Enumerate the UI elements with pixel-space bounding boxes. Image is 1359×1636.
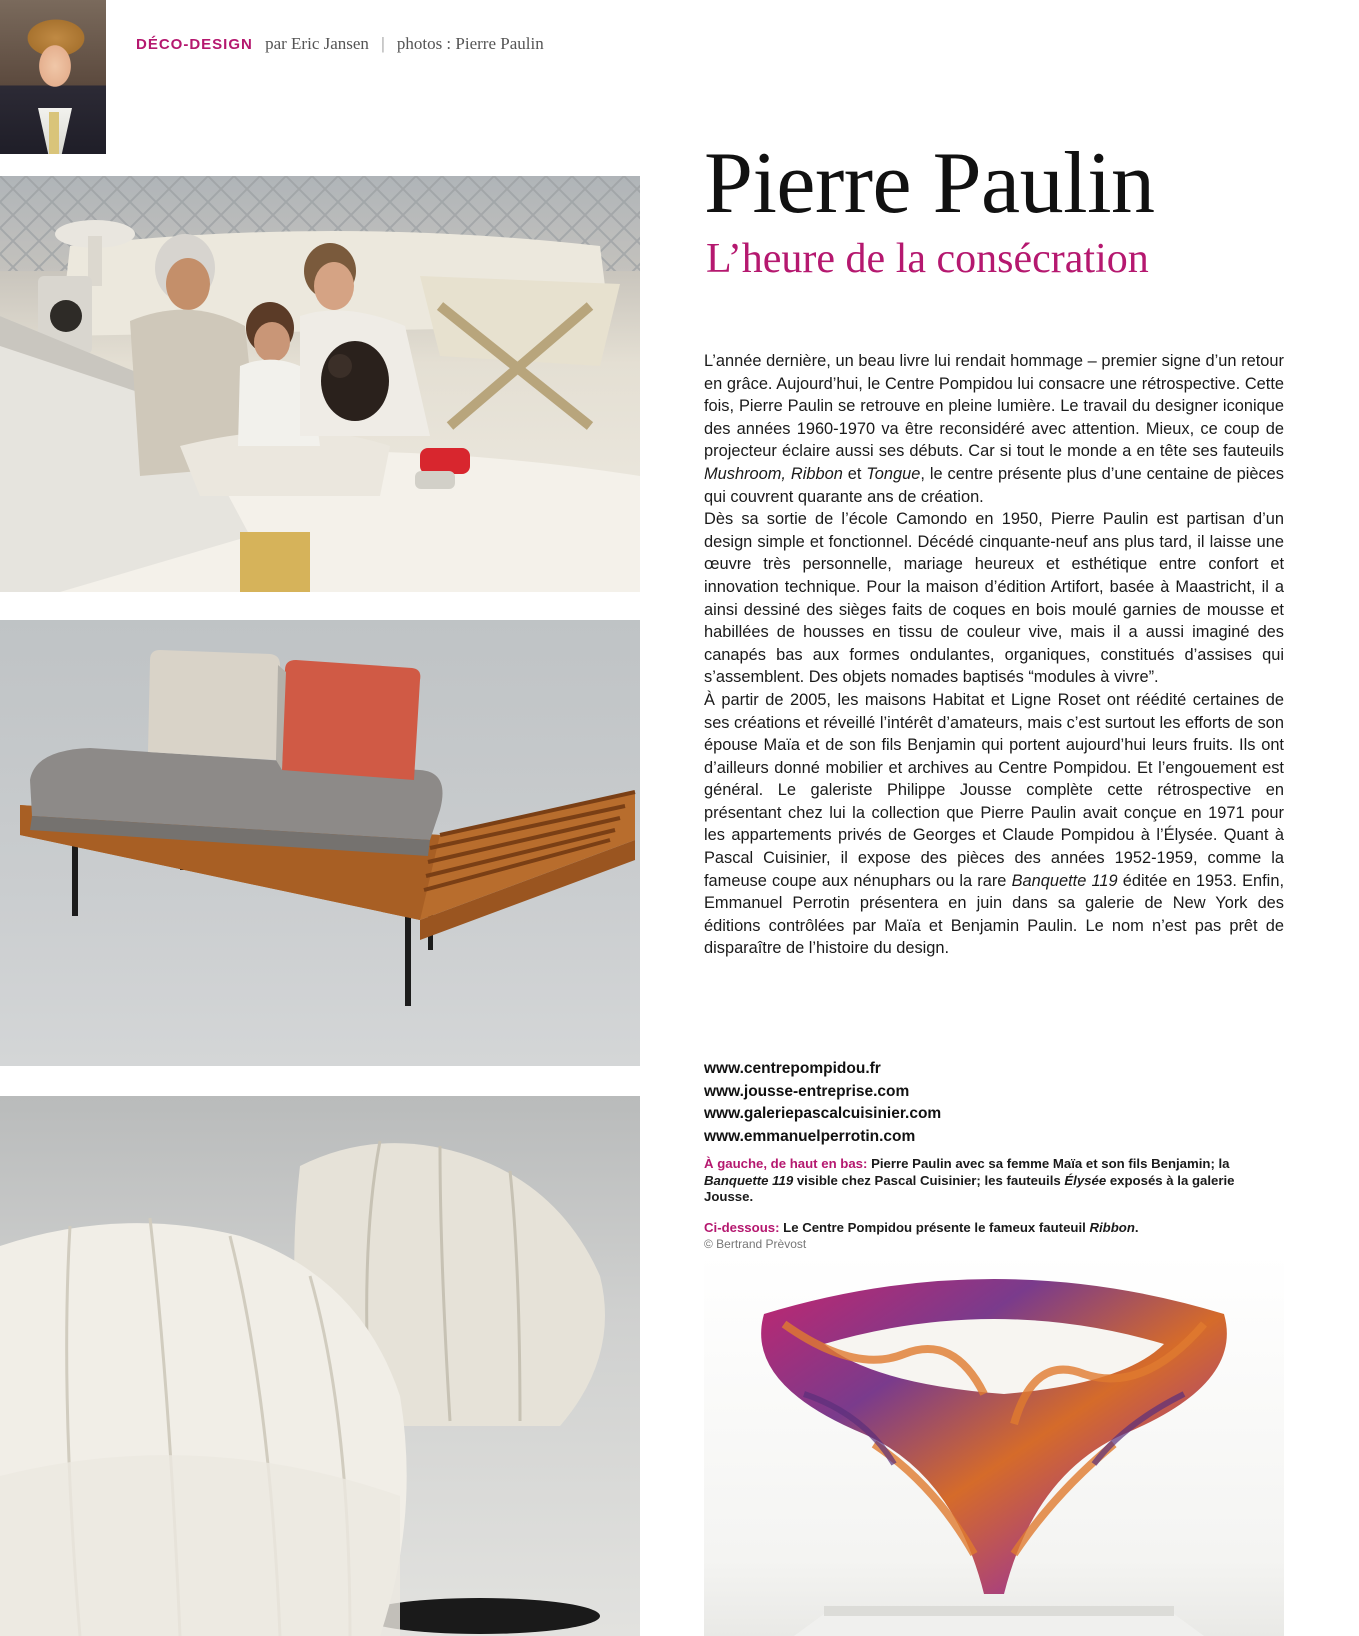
caption-left-lead: À gauche, de haut en bas: [704,1156,868,1171]
photo-elysee-illustration [0,1096,640,1636]
paragraph-3 [704,689,1284,960]
article-title: Pierre Paulin [704,135,1155,232]
caption-below-italic: Ribbon [1089,1219,1135,1235]
article-body [704,350,1284,960]
caption-below [704,1220,1284,1253]
paragraph-1-text-b: et [842,464,867,483]
paragraph-1-italic-a: Mushroom, Ribbon [704,464,843,483]
caption-left-italic-b: Élysée [1064,1172,1107,1188]
byline-separator: | [381,34,385,53]
photos-credit: photos : Pierre Paulin [396,34,544,53]
caption-left-italic-a: Banquette 119 [704,1172,794,1188]
paragraph-1 [704,350,1284,508]
photo-paulin-family [0,176,640,592]
rubric-label: DÉCO-DESIGN [136,36,253,53]
paragraph-3-text-b: éditée en 1953. Enfin, Emmanuel Perrotin présentera en juin dans sa galerie de New York des éditions contrôlées par Maïa et Benjamin Paulin. Le nom n’est pas prêt de disparaître de l’histoire du design. [704,871,1284,958]
photo-ribbon-illustration [704,1254,1284,1636]
photo-captions [704,1156,1284,1253]
paragraph-3-text-a: À partir de 2005, les maisons Habitat et Ligne Roset ont réédité certaines de ses créations et réveillé l’intérêt d’amateurs, mais c’est surtout les efforts de son épouse Maïa et de son fils Benjamin qui portent aujourd’hui leurs fruits. Ils ont d’ailleurs donné mobilier et archives au Centre Pompidou. Et l’engouement est général. Le galeriste Philippe Jousse complète cette rétrospective en présentant chez lui la collection que Pierre Paulin avait conçue en 1971 pour les appartements privés de Georges et Claude Pompidou à l’Élysée. Quant à Pascal Cuisinier, il expose des pièces des années 1952-1959, comme la fameuse coupe aux nénuphars ou la rare [704,690,1285,890]
photo-banquette-119 [0,620,640,1066]
caption-left-text-a: Pierre Paulin avec sa femme Maïa et son fils Benjamin; la [867,1156,1230,1171]
author-portrait-photo [0,0,106,154]
link-centre-pompidou[interactable]: www.centrepompidou.fr [704,1060,881,1077]
photo-family-illustration [0,176,640,592]
caption-left [704,1156,1284,1206]
website-links [704,1058,941,1148]
caption-below-text-b: . [1134,1219,1139,1235]
byline [136,34,544,54]
photo-banquette-illustration [0,620,640,1066]
link-galerie-pascal-cuisinier[interactable]: www.galeriepascalcuisinier.com [704,1105,942,1122]
paragraph-1-text-c: , le centre présente plus d’une centaine de pièces qui couvrent quarante ans de création. [704,464,1284,506]
caption-below-text-a: Le Centre Pompidou présente le fameux fauteuil [779,1219,1090,1235]
paragraph-1-text-a: L’année dernière, un beau livre lui rendait hommage – premier signe d’un retour en grâce. Aujourd’hui, le Centre Pompidou lui consacre une rétrospective. Cette fois, Pierre Paulin se retrouve en pleine lumière. Le travail du designer iconique des années 1960-1970 va être reconsidéré avec attention. Mieux, ce coup de projecteur éclaire aussi ses débuts. Car si tout le monde a en tête ses fauteuils [704,352,1284,461]
caption-left-text-c: exposés à la galerie Jousse. [704,1172,1235,1205]
portrait-tie [49,112,59,154]
photo-ribbon-chair [704,1254,1284,1636]
paragraph-1-italic-b: Tongue [866,464,921,483]
link-emmanuel-perrotin[interactable]: www.emmanuelperrotin.com [704,1127,916,1145]
author-credit: par Eric Jansen [265,34,369,53]
photo-elysee-armchairs [0,1096,640,1636]
article-subtitle: L’heure de la consécration [706,236,1149,282]
caption-left-text-b: visible chez Pascal Cuisinier; les fauteuils [793,1172,1065,1188]
paragraph-3-italic: Banquette 119 [1011,871,1118,890]
paragraph-2: Dès sa sortie de l’école Camondo en 1950, Pierre Paulin est partisan d’un design simple et fonctionnel. Décédé cinquante-neuf ans plus tard, il laisse une œuvre très personnelle, mariage heureux et esthétique entre confort et innovation technique. Pour la maison d’édition Artifort, basée à Maastricht, il a ainsi dessiné des sièges faits de coques en bois moulé garnies de mousse et habillées de housses en tissu de couleur vive, mais il a aussi imaginé des canapés bas aux formes ondulantes, organiques, constitués d’assises qui s’assemblent. Des objets nomades baptisés “modules à vivre”. [704,510,1284,687]
link-jousse-entreprise[interactable]: www.jousse-entreprise.com [704,1082,910,1100]
caption-below-lead: Ci-dessous: [704,1219,780,1235]
photo-credit: © Bertrand Prèvost [704,1237,807,1252]
